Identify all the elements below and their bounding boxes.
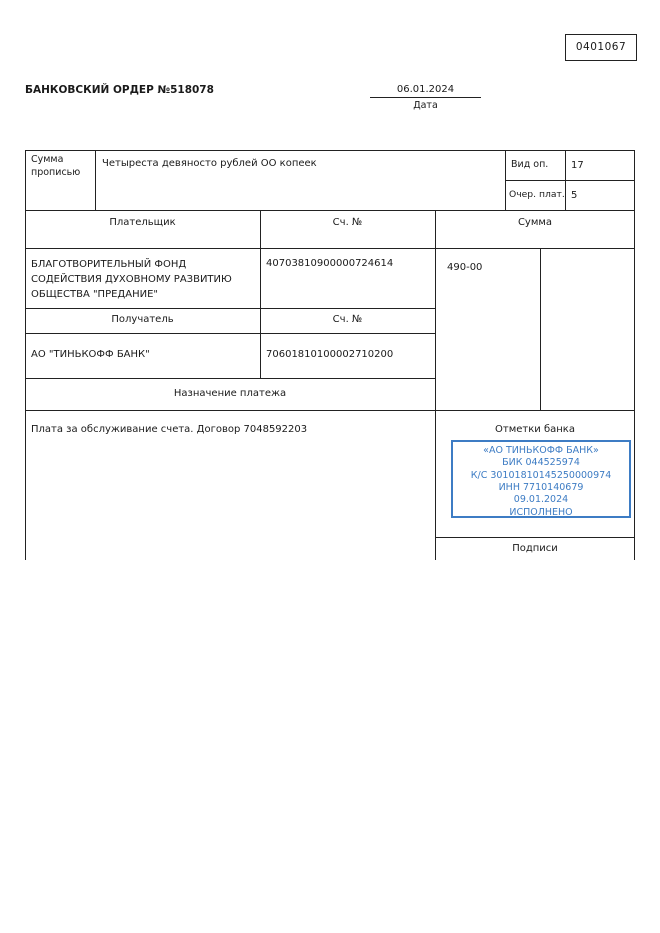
stamp-line-bank-name: «АО ТИНЬКОФФ БАНК» xyxy=(483,445,599,456)
line-payer-bottom xyxy=(25,308,435,309)
line-row1-bottom xyxy=(25,210,635,211)
payer-account-number: 40703810900000724614 xyxy=(266,258,394,269)
line-optype-col xyxy=(505,150,506,210)
line-left-border xyxy=(25,150,26,560)
receiver-account-label: Сч. № xyxy=(332,314,363,325)
payer-section-label: Плательщик xyxy=(109,217,176,228)
stamp-line-inn: ИНН 7710140679 xyxy=(498,482,584,494)
amount-in-words-value: Четыреста девяносто рублей ОО копеек xyxy=(102,158,317,169)
amount-column-label: Сумма xyxy=(517,217,553,228)
amount-in-words-label: Сумма прописью xyxy=(31,154,81,178)
form-code: 0401067 xyxy=(575,41,627,53)
date-value: 06.01.2024 xyxy=(396,84,455,95)
stamp-line-corr-account: К/С 30101810145250000974 xyxy=(470,469,612,481)
line-payer-header-bottom xyxy=(25,248,635,249)
line-sum-label-col xyxy=(95,150,96,210)
date-label: Дата xyxy=(413,100,438,111)
document-title: БАНКОВСКИЙ ОРДЕР №518078 xyxy=(25,84,214,96)
stamp-line-bik: БИК 044525974 xyxy=(502,457,580,469)
line-signatures-top xyxy=(435,537,635,538)
line-account-sum-col xyxy=(435,210,436,560)
payer-account-label: Сч. № xyxy=(332,217,363,228)
line-name-account-col xyxy=(260,210,261,378)
line-right-border xyxy=(634,150,635,560)
payment-priority-label: Очер. плат. xyxy=(509,189,565,200)
line-optype-value-col xyxy=(565,150,566,210)
signatures-label: Подписи xyxy=(512,543,558,554)
date-underline xyxy=(370,97,481,98)
payment-priority-value: 5 xyxy=(571,190,578,201)
receiver-name: АО "ТИНЬКОФФ БАНК" xyxy=(31,349,150,360)
bank-stamp xyxy=(451,440,631,518)
line-receiver-bottom xyxy=(25,378,435,379)
receiver-section-label: Получатель xyxy=(111,314,174,325)
form-code-box xyxy=(565,34,637,61)
operation-type-label: Вид оп. xyxy=(511,159,549,170)
purpose-value: Плата за обслуживание счета. Договор 7048592203 xyxy=(31,424,308,435)
line-sum-divider-col xyxy=(540,248,541,410)
line-optype-divider xyxy=(505,180,635,181)
payer-name: БЛАГОТВОРИТЕЛЬНЫЙ ФОНД СОДЕЙСТВИЯ ДУХОВНОМУ РАЗВИТИЮ ОБЩЕСТВА "ПРЕДАНИЕ" xyxy=(31,259,232,300)
purpose-section-label: Назначение платежа xyxy=(173,388,287,399)
line-purpose-header-bottom xyxy=(25,410,635,411)
amount-value: 490-00 xyxy=(447,262,483,273)
stamp-line-status: ИСПОЛНЕНО xyxy=(509,506,573,518)
stamp-line-date: 09.01.2024 xyxy=(513,494,569,506)
operation-type-value: 17 xyxy=(571,160,584,171)
line-table-top xyxy=(25,150,635,151)
receiver-account-number: 70601810100002710200 xyxy=(266,349,394,360)
line-receiver-header-bottom xyxy=(25,333,435,334)
bank-marks-label: Отметки банка xyxy=(495,424,575,435)
